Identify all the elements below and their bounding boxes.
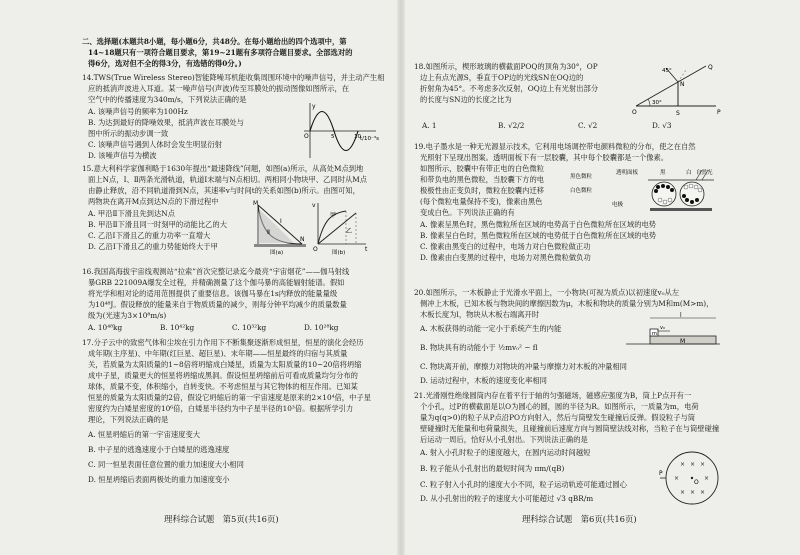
q18-option-a: A. 1	[422, 121, 437, 130]
section-title-line3: 得6分，选对但不全的得3分，有选错的得0分。)	[88, 59, 242, 68]
q17-option-c: C. 同一恒星表面任意位置的重力加速度大小相同	[88, 460, 244, 469]
q18-option-d: D. √3	[652, 121, 672, 130]
q20-label-m: m	[652, 331, 657, 337]
q14-option-c: C. 该噪声信号遇到人体时会发生明显衍射	[88, 140, 223, 149]
q14-line: 应的抵消声波进入耳道。某一噪声信号(声波)传至耳膜处的振动图像如图所示，在	[88, 84, 350, 93]
q15-line: 面上N点，Ⅰ、Ⅱ两条光滑轨道，轨道Ⅰ末端与N点相切。两相同小物块甲、乙同时从M点	[88, 175, 368, 184]
q21-label-p: P	[659, 470, 663, 477]
q17-line: 恒星的质量为太阳质量的2倍，假设它坍缩后的第一宇宙速度是原来的2×10⁴倍，中子星	[88, 393, 371, 402]
q15-label-n: N	[300, 236, 305, 243]
q18-label-p: P	[717, 109, 721, 116]
q19-option-b: B. 像素呈白色时，黑色微粒所在区域的电势低于白色微粒所在区域的电势	[420, 231, 657, 240]
q21-line: 量为q(q>0)的粒子从P点沿PO方向射入，然后与筒壁发生碰撞后反弹。假设粒子与筒	[420, 413, 696, 422]
q17-line: 成中子星，质量更大的恒星将坍缩成黑洞。假设恒星坍缩前后可看成质量均匀分布的	[88, 371, 358, 380]
q15-curve-yi: 乙	[346, 228, 353, 235]
q20-line: 20.如图所示，一木板静止于光滑水平面上，一小物块(可视为质点)以初速度v₀从左	[414, 288, 680, 297]
q21-field-mark: ×	[680, 461, 686, 468]
page-fold	[397, 0, 405, 555]
q19-line: 变成白色。下列说法正确的有	[420, 208, 515, 217]
q14-wave-graph	[296, 100, 380, 162]
q19-label-hei: 黑	[660, 170, 666, 176]
q20-label-l: l	[680, 312, 682, 319]
q15-option-d: D. 乙沿Ⅰ下滑且乙的重力势能始终大于甲	[88, 242, 218, 251]
q19-label-light: 自然光	[696, 170, 713, 176]
q19-label-bai: 白	[686, 170, 692, 176]
q15-option-b: B. 甲沿Ⅱ下滑且同一时刻甲的动能比乙的大	[88, 220, 228, 229]
q16-line: 将光学和相对论的适用范围提供了重要信息。该伽马暴在1s内释放的能量量级	[88, 289, 338, 298]
q18-angle-45: 45°	[662, 68, 672, 74]
q18-line: 的长度与SN边的长度之比为	[420, 95, 512, 104]
q21-field-mark: ×	[680, 489, 686, 496]
q14-option-b-cont: 图中所示的振动步调一致	[88, 129, 169, 138]
q21-field-mark: ×	[700, 489, 706, 496]
left-page	[82, 0, 385, 555]
q15-figure-b	[310, 199, 370, 255]
q14-line: 空气中的传播速度为340m/s，下列说法正确的是	[88, 95, 247, 104]
q17-line: 17.分子云中的致密气体和尘埃在引力作用下不断集聚逐渐形成恒星，恒星的演化会经历	[82, 338, 364, 347]
q18-label-q: Q	[708, 64, 713, 71]
q18-angle-30: 30°	[652, 100, 662, 106]
section-title: 二、选择题(本题共8小题，每小题6分，共48分。在每小题给出的四个选项中，第	[82, 37, 347, 46]
q17-option-a: A. 恒星坍缩后的第一宇宙速度变大	[88, 430, 201, 439]
q17-line: 成年期(主序星)、中年期(红巨星、超巨星)、末年期——恒星最终的归宿与其质量	[88, 349, 348, 358]
q18-line: 边上有点光源S，垂直于OP边的光线SN在OQ边的	[420, 73, 584, 82]
q20-label-board-m: M	[680, 338, 686, 345]
q18-option-c: C. √2	[578, 121, 598, 130]
q20-line: 侧冲上木板，已知木板与物块间的摩擦因数为μ，木板和物块的质量分别为M和m(M>m)，	[420, 299, 714, 308]
q14-option-b: B. 为达到最好的降噪效果，抵消声波在耳膜处与	[88, 118, 244, 127]
q18-prism-figure	[632, 62, 724, 120]
q15-origin: O	[313, 246, 318, 253]
q16-line: 级为(光速为3×10⁸m/s)	[88, 311, 167, 320]
section-title-line2: 14~18题只有一项符合题目要求，第19~21题有多项符合题目要求。全部选对的	[88, 48, 353, 57]
q14-option-a: A. 该噪声信号的频率为100Hz	[88, 107, 188, 116]
q17-option-d: D. 恒星坍缩后表面两极处的重力加速度变小	[88, 475, 230, 484]
q16-line: 16.我国高海拔宇宙线观测站“拉索”首次完整记录迄今最亮“宇宙烟花”——伽马射线	[82, 267, 350, 276]
q19-line: 光照射下呈现出图案。透明面板下有一层胶囊，其中每个胶囊都是一个像素。	[420, 153, 669, 162]
q19-label-electrode: 电极	[612, 202, 624, 208]
q19-line: 如图所示，胶囊中有带正电的白色微粒	[420, 164, 545, 173]
q19-label-white-particle: 白色微粒	[570, 188, 593, 194]
q14-line: 14.TWS(True Wireless Stereo)智能降噪耳机能收集周围环境中的噪声信号，并主动产生相	[82, 73, 385, 82]
q15-line: 两物块在离开M点到达N点的下滑过程中	[88, 197, 219, 206]
q21-option-a: A. 射入小孔时粒子的速度越大，在圆内运动时间越短	[420, 448, 591, 457]
q15-option-a: A. 甲沿Ⅱ下滑且先到达N点	[88, 209, 175, 218]
q21-line: 壁碰撞时无能量和电荷量损失，且碰撞前后速度方向与圆筒壁法线对称，当粒子在与筒壁碰撞	[420, 424, 720, 433]
q21-field-mark: ×	[690, 461, 696, 468]
q19-line: 和带负电的黑色微粒，当胶囊下方的电	[420, 175, 545, 184]
q15-figure-a	[250, 199, 308, 255]
q18-label-o: O	[632, 109, 637, 116]
q16-line: 暴GRB 221009A爆发全过程，并精确测量了这个伽马暴的高能辐射能谱。假如	[88, 278, 345, 287]
q20-option-d: D. 运动过程中，木板的速度变化率相同	[420, 376, 547, 385]
q15-curve-jia: 甲	[330, 212, 337, 219]
q21-option-b: B. 粒子能从小孔射出的最短时间为 πm/(qB)	[420, 464, 565, 473]
q21-line: 后运动一周后，恰好从小孔射出。下列说法正确的是	[420, 435, 588, 444]
q19-option-a: A. 像素呈黑色时，黑色微粒所在区域的电势高于白色微粒所在区域的电势	[420, 220, 657, 229]
q15-track-1: Ⅰ	[280, 218, 282, 225]
q16-option-d: D. 10²⁸kg	[304, 323, 339, 332]
q14-option-d: D. 该噪声信号为横波	[88, 151, 157, 160]
q21-field-mark: ×	[690, 489, 696, 496]
q15-label-m: M	[253, 200, 259, 207]
q19-line: 极极性由正变负时，微粒在胶囊内迁移	[420, 186, 545, 195]
q19-label-black-particle: 黑色微粒	[570, 174, 593, 180]
q19-e-ink-figure	[568, 166, 720, 216]
q16-option-b: B. 10⁴²kg	[160, 323, 195, 332]
q21-line: 个小孔，过P的横截面是以O为圆心的圆，圆的半径为R。如图所示，一质量为m，电荷	[420, 402, 699, 411]
q14-tick: 5	[331, 134, 335, 140]
q20-line: 木板长度为l，物块从木板右端离开时	[420, 310, 540, 319]
q20-label-v0: v₀	[660, 325, 665, 331]
q17-line: 理论，下列说法正确的是	[88, 415, 169, 424]
left-footer: 理科综合试题 第5页(共16页)	[164, 514, 279, 524]
q15-axis-v: v	[312, 202, 316, 209]
q21-line: 21.光滑刚性绝缘圆筒内存在着平行于轴的匀强磁场，磁感应强度为B，筒上P点开有一	[414, 391, 692, 400]
q19-line: (每个微粒电量保持不变)，像素由黑色	[420, 197, 543, 206]
q16-line: 为10⁴⁸J。假设释放的能量来自于物质质量的减少，则每分钟平均减少的质量数量	[88, 300, 347, 309]
q18-label-n: N	[680, 81, 685, 88]
q16-option-c: C. 10³²kg	[232, 323, 267, 332]
q20-option-c: C. 物块离开前，摩擦力对物块的冲量与摩擦力对木板的冲量相同	[420, 362, 627, 371]
q21-field-mark: ×	[704, 475, 710, 482]
q19-option-d: D. 像素由白变黑的过程中，电场力对黑色微粒做负功	[420, 253, 591, 262]
q15-line: 由静止释放，沿不同轨道滑到N点，其速率v与时间t的关系如图(b)所示。由图可知，	[88, 186, 360, 195]
q15-caption-a: 图(a)	[270, 250, 284, 255]
q18-option-b: B. √2/2	[498, 121, 525, 130]
q19-line: 19.电子墨水是一种无光源显示技术，它利用电场调控带电颜料微粒的分布，使之在自然	[414, 142, 696, 151]
q15-track-2: Ⅱ	[267, 229, 270, 236]
q21-field-mark: ×	[700, 461, 706, 468]
right-footer: 理科综合试题 第6页(共16页)	[522, 514, 637, 524]
q20-option-b: B. 物块具有的动能小于 ½mv₀² − fl	[420, 343, 538, 352]
q20-board-figure	[620, 312, 724, 352]
q18-label-s: S	[676, 110, 680, 117]
q15-axis-t: t	[365, 246, 368, 253]
q15-option-c: C. 乙沿Ⅰ下滑且乙的重力功率一直增大	[88, 231, 211, 240]
q20-option-a: A. 木板获得的动能一定小于系统产生的内能	[420, 324, 562, 333]
q14-xlabel: t/10⁻³s	[360, 136, 379, 142]
q17-line: 关，若质量为太阳质量的1~8倍将坍缩成白矮星，质量为太阳质量的10~20倍将坍缩	[88, 360, 362, 369]
q18-line: 折射角为45°。不考虑多次反射，OQ边上有光射出部分	[420, 84, 599, 93]
q17-line: 球体，质量不变，体积缩小，自转变快。不考虑恒星与其它物体的相互作用。已知某	[88, 382, 358, 391]
q15-line: 15.意大利科学家伽利略于1630年提出“最速降线”问题，如图(a)所示，从高处M点到地	[82, 164, 364, 173]
q16-option-a: A. 10⁴⁸kg	[88, 323, 123, 332]
q21-label-o: O	[694, 479, 699, 486]
q18-line: 18.如图所示，楔形玻璃的横截面POQ的顶角为30°，OP	[414, 62, 598, 71]
q21-option-d: D. 从小孔射出的粒子的速度大小可能超过 √3 qBR/m	[420, 494, 594, 503]
q17-option-b: B. 中子星的逃逸速度小于白矮星的逃逸速度	[88, 445, 230, 454]
q21-option-c: C. 粒子射入小孔时的速度大小不同，粒子运动轨迹可能通过圆心	[420, 480, 627, 489]
q17-line: 密度约为白矮星密度的10⁶倍，白矮星半径约为中子星半径的10³倍。根据所学引力	[88, 404, 354, 413]
q19-label-panel: 透明面板	[616, 170, 639, 176]
q14-origin: O	[304, 133, 309, 140]
q21-cylinder-figure	[658, 448, 720, 508]
q19-option-c: C. 像素由黑变白的过程中，电场力对白色微粒做正功	[420, 242, 591, 251]
q15-caption-b: 图(b)	[332, 250, 346, 255]
q21-field-mark: ×	[674, 475, 680, 482]
q14-ylabel: y	[312, 103, 316, 110]
q14-tick: 10	[354, 134, 361, 140]
right-page	[414, 0, 726, 555]
